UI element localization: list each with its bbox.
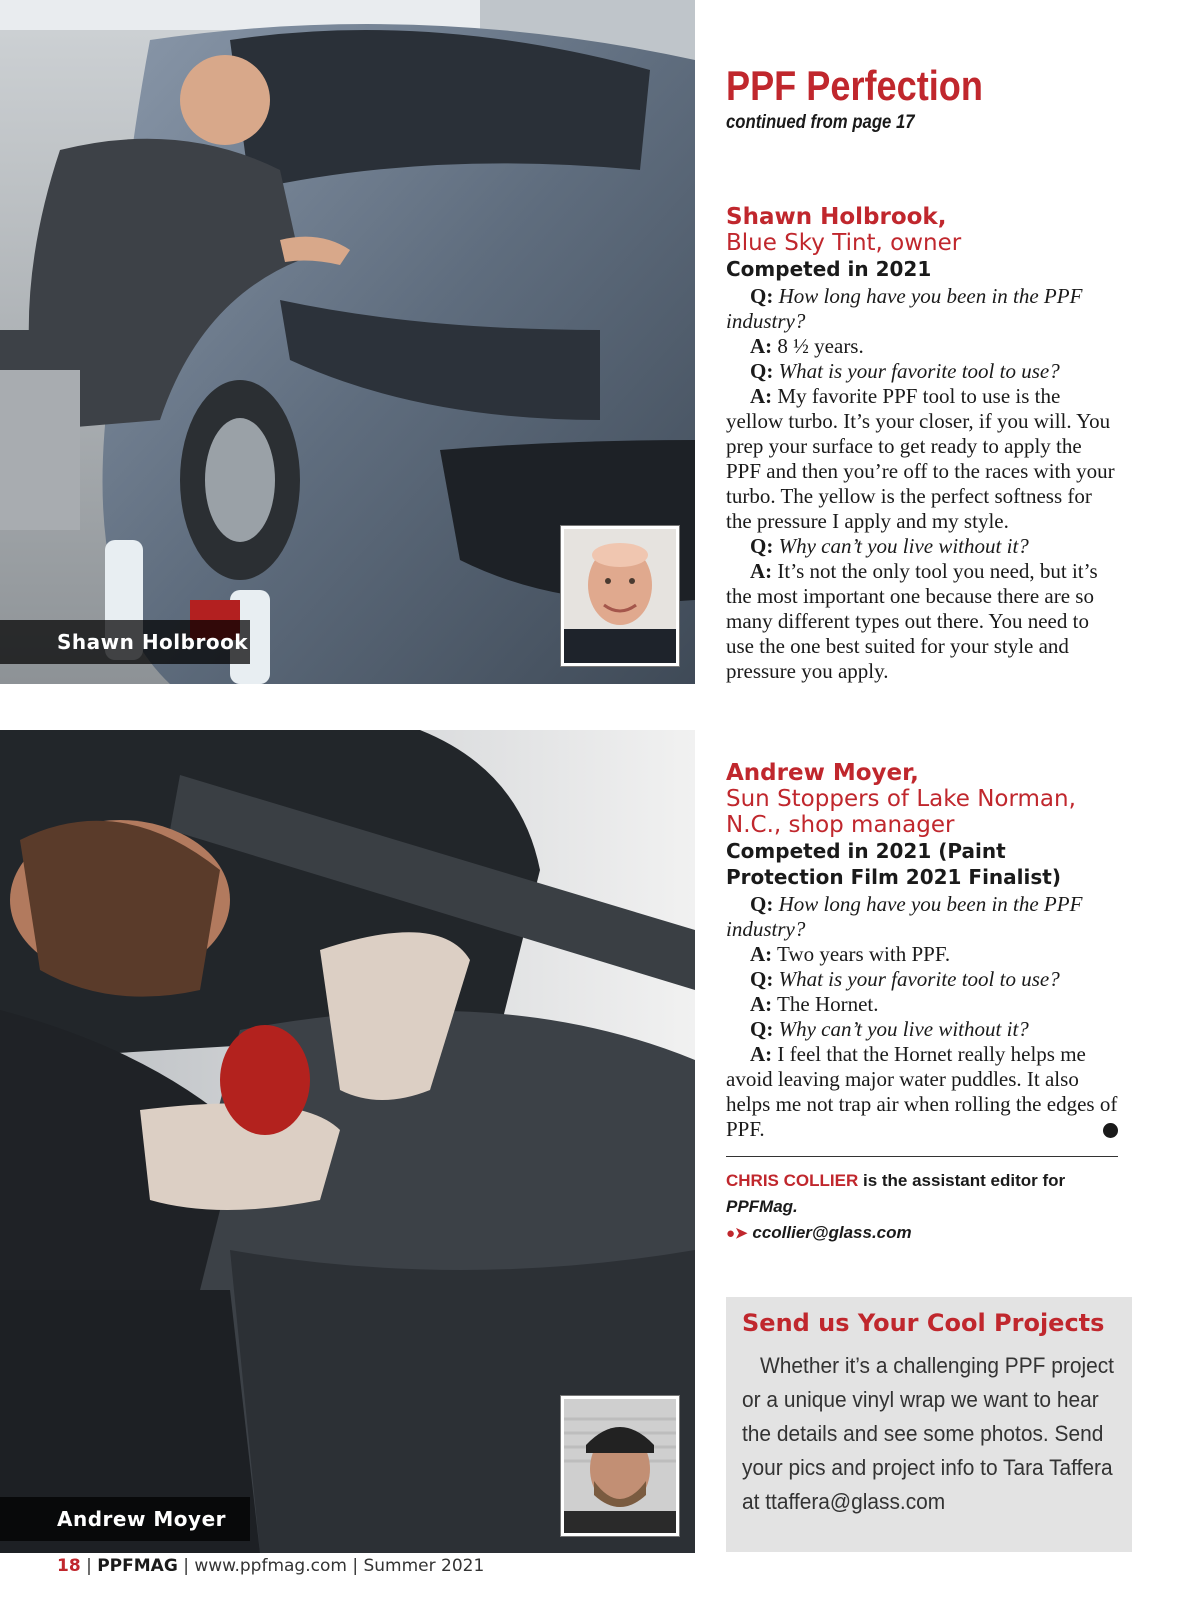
headshot-andrew-moyer: [561, 1396, 679, 1536]
profile-role: Blue Sky Tint, owner: [726, 230, 962, 256]
interview-qa: [726, 284, 1118, 684]
interview-qa: [726, 892, 1118, 1142]
photo-caption: Shawn Holbrook: [0, 620, 250, 664]
question: Q: How long have you been in the PPF industry?: [726, 892, 1083, 941]
page-number: 18: [57, 1556, 81, 1576]
question: Q: What is your favorite tool to use?: [750, 967, 1060, 991]
sidebar-title: Send us Your Cool Projects: [742, 1309, 1105, 1337]
answer: A: 8 ½ years.: [750, 334, 864, 358]
answer: A: Two years with PPF.: [750, 942, 951, 966]
website-link[interactable]: www.ppfmag.com: [194, 1556, 347, 1576]
headshot-shawn-holbrook: [561, 526, 679, 666]
profile-competed: Competed in 2021: [726, 257, 932, 281]
question: Q: Why can’t you live without it?: [750, 1017, 1029, 1041]
issue-date: Summer 2021: [363, 1556, 485, 1576]
end-of-article-icon: [1103, 1123, 1118, 1138]
question: Q: How long have you been in the PPF industry?: [726, 284, 1083, 333]
answer: A: My favorite PPF tool to use is the yellow turbo. It’s your closer, if you will. You prep your surface to get ready to apply the PPF and then you’re off to the races with your turbo. The yellow is the perfect softness for the pressure I apply and my style.: [726, 384, 1115, 533]
answer: A: I feel that the Hornet really helps me avoid leaving major water puddles. It also helps me not trap air when rolling the edges of PPF.: [726, 1042, 1118, 1141]
profile-competed: Competed in 2021 (Paint Protection Film 2021 Finalist): [726, 839, 1061, 889]
author-name: CHRIS COLLIER: [726, 1171, 859, 1190]
answer: A: It’s not the only tool you need, but it’s the most important one because there are so many different types out there. You need to use the one best suited for your style and pressure you apply.: [726, 559, 1098, 683]
answer: A: The Hornet.: [750, 992, 879, 1016]
sidebar-body: Whether it’s a challenging PPF project or a unique vinyl wrap we want to hear the details and see some photos. Send your pics and project info to Tara Taffera at ttaffera@glass.com: [742, 1353, 1114, 1514]
page-footer: [57, 1556, 484, 1576]
author-description: is the assistant editor for: [862, 1171, 1066, 1190]
photo-caption: Andrew Moyer: [0, 1497, 250, 1541]
question: Q: What is your favorite tool to use?: [750, 359, 1060, 383]
magazine-name: PPFMAG: [97, 1556, 178, 1576]
publication-name: PPFMag.: [726, 1197, 798, 1216]
profile-section: [726, 760, 1118, 1142]
footer-separator: |: [183, 1556, 189, 1576]
profile-section: [726, 204, 1118, 684]
question: Q: Why can’t you live without it?: [750, 534, 1029, 558]
profile-name: Andrew Moyer,: [726, 760, 919, 786]
profile-name: Shawn Holbrook,: [726, 204, 947, 230]
continued-note: continued from page 17: [726, 112, 915, 133]
sidebar-box: [726, 1297, 1132, 1552]
divider: [726, 1156, 1118, 1157]
footer-separator: |: [352, 1556, 359, 1576]
article-title: PPF Perfection: [726, 62, 983, 109]
author-bio: [726, 1168, 1118, 1247]
author-email-link[interactable]: ccollier@glass.com: [752, 1223, 912, 1242]
profile-role: Sun Stoppers of Lake Norman, N.C., shop manager: [726, 786, 1076, 838]
footer-separator: |: [86, 1556, 92, 1576]
email-arrow-icon: ●➤: [726, 1225, 748, 1242]
